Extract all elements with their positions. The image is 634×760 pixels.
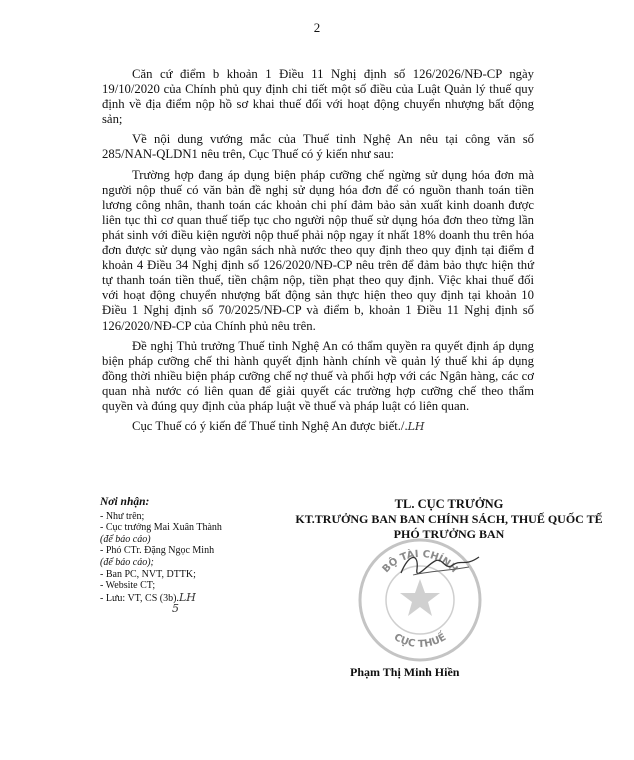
page-number: 2 [313,20,321,35]
closing-text: Cục Thuế có ý kiến để Thuế tỉnh Nghệ An được biết./. [132,419,408,434]
signature-line-3: PHÓ TRƯỞNG BAN [393,527,505,541]
svg-text:CỤC THUẾ [392,628,448,650]
recipient-item: - Phó CTr. Đặng Ngọc Minh [100,545,215,557]
recipient-item: - Như trên; [100,510,145,522]
recipient-note: (để báo cáo) [100,533,151,545]
storage-initials: LH [178,590,196,604]
storage-count: 5 [172,602,179,616]
handwritten-signature-icon [395,545,485,585]
recipient-item: - Cục trưởng Mai Xuân Thành [100,522,222,534]
seal-text-bottom: CỤC THUẾ [391,631,449,651]
closing-line [102,419,534,434]
signature-block [284,497,614,542]
recipient-note: (để báo cáo); [100,556,154,568]
recipients-title: Nơi nhận: [100,496,150,508]
signature-line-1: TL. CỤC TRƯỞNG [394,497,504,511]
closing-initials: LH [407,420,425,434]
recipient-item: - Ban PC, NVT, DTTK; [100,568,196,580]
signer-name: Phạm Thị Minh Hiền [350,665,460,679]
paragraph-request: Đề nghị Thủ trưởng Thuế tỉnh Nghệ An có thẩm quyền ra quyết định áp dụng biện pháp cưỡng chế thi hành quyết định hành chính về quản lý thuế khi áp dụng đồng thời nhiều biện pháp cưỡng chế nợ thuế và phối hợp với các Ngân hàng, các cơ quan nhà nước có liên quan để giải quyết các trường hợp cưỡng chế theo thẩm quyền và đúng quy định của pháp luật về thuế và pháp luật có liên quan. [102,338,534,413]
document-body [102,67,534,439]
recipient-item: - Website CT; [100,580,156,592]
paragraph-issue: Về nội dung vướng mắc của Thuế tỉnh Nghệ An nêu tại công văn số 285/NAN-QLDN1 nêu trên, Cục Thuế có ý kiến như sau: [102,132,534,162]
recipient-item [100,592,320,605]
paragraph-guidance: Trường hợp đang áp dụng biện pháp cưỡng chế ngừng sử dụng hóa đơn mà người nộp thuế có văn bản đề nghị sử dụng hóa đơn để có nguồn thanh toán tiền lương công nhân, thanh toán các khoản chi phí đảm bảo sản xuất kinh doanh được liên tục thì cơ quan thuế tiếp tục cho người nộp thuế sử dụng hóa đơn theo từng lần phát sinh với điều kiện người nộp thuế phải nộp ngay ít nhất 18% doanh thu trên hóa đơn được sử dụng vào ngân sách nhà nước theo quy định theo quy định tại điểm đ khoản 4 Điều 34 Nghị định số 126/2020/NĐ-CP nêu trên để đảm bảo thực hiện thứ tự thanh toán tiền thuế, tiền chậm nộp, tiền phạt theo quy định. Việc khai thuế đối với hoạt động chuyển nhượng bất động sản thực hiện theo quy định tại khoản 10 Điều 1 Nghị định số 70/2025/NĐ-CP và điểm b, khoản 1 Điều 11 Nghị định số 126/2020/NĐ-CP của Chính phủ nêu trên. [102,167,534,333]
seal-text-top: BỘ TÀI CHÍNH [380,548,460,576]
recipient-storage: - Lưu: VT, CS (3b). [100,592,179,604]
paragraph-legal-basis: Căn cứ điểm b khoản 1 Điều 11 Nghị định số 126/2026/NĐ-CP ngày 19/10/2020 của Chính phủ quy định chi tiết một số điều của Luật Quản lý thuế quy định về địa điểm nộp hồ sơ khai thuế đối với hoạt động chuyển nhượng bất động sản; [102,67,534,127]
signature-line-2: KT.TRƯỞNG BAN BAN CHÍNH SÁCH, THUẾ QUỐC TẾ [295,512,603,526]
